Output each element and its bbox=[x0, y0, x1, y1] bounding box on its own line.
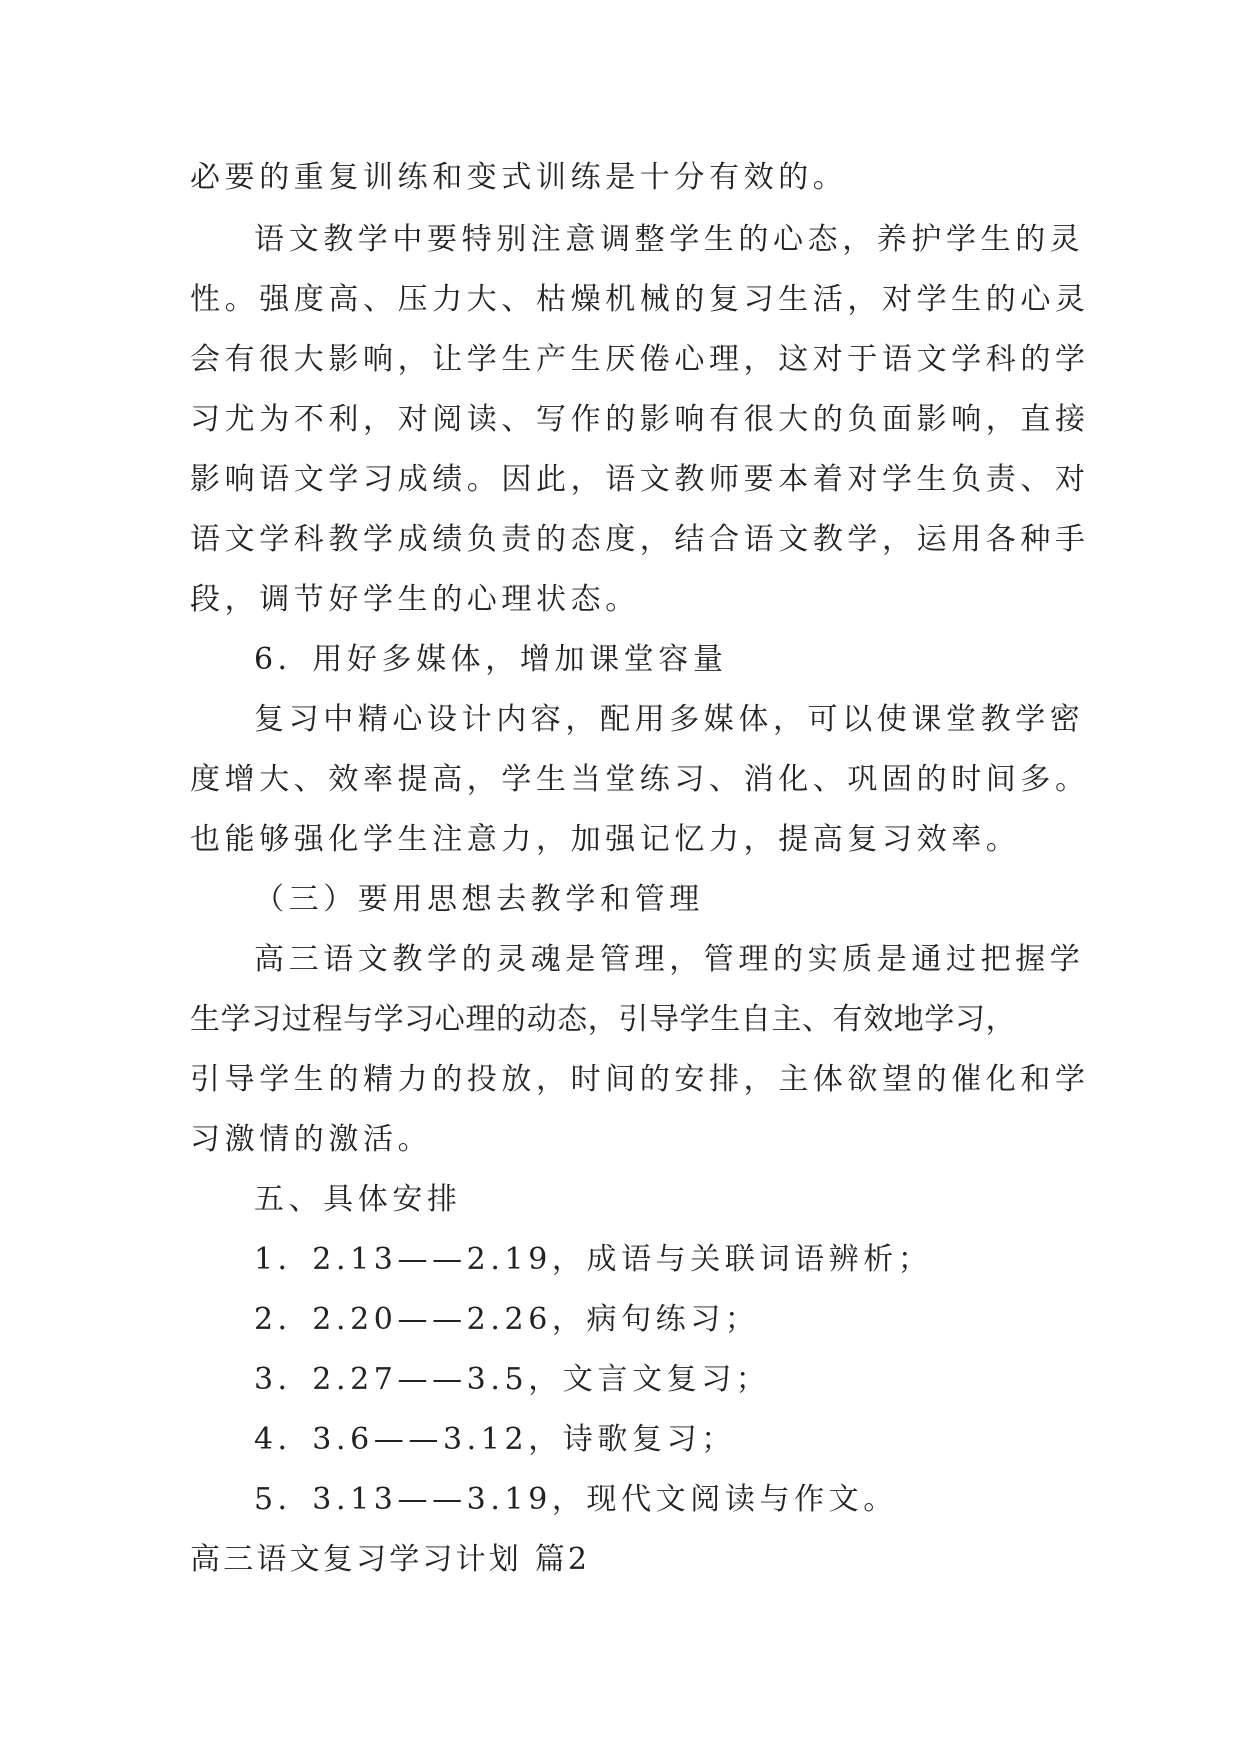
paragraph-line: 引导学生的精力的投放，时间的安排，主体欲望的催化和学 bbox=[190, 1062, 1090, 1097]
schedule-item: 1．2.13——2.19，成语与关联词语辨析； bbox=[254, 1242, 933, 1277]
paragraph-line: 度增大、效率提高，学生当堂练习、消化、巩固的时间多。 bbox=[190, 762, 1090, 797]
paragraph-line: 高三语文教学的灵魂是管理，管理的实质是通过把握学 bbox=[254, 942, 1085, 977]
paragraph-line: 习尤为不利，对阅读、写作的影响有很大的负面影响，直接 bbox=[190, 402, 1090, 437]
list-heading: 6．用好多媒体，增加课堂容量 bbox=[254, 642, 728, 677]
paragraph-line: 必要的重复训练和变式训练是十分有效的。 bbox=[190, 160, 848, 195]
paragraph-line: 也能够强化学生注意力，加强记忆力，提高复习效率。 bbox=[190, 822, 1021, 857]
paragraph-line: 语文教学中要特别注意调整学生的心态，养护学生的灵 bbox=[254, 222, 1085, 257]
paragraph-line: 影响语文学习成绩。因此，语文教师要本着对学生负责、对 bbox=[190, 462, 1090, 497]
section-title: 高三语文复习学习计划 篇2 bbox=[190, 1542, 591, 1577]
paragraph-line: 性。强度高、压力大、枯燥机械的复习生活，对学生的心灵 bbox=[190, 282, 1090, 317]
schedule-item: 3．2.27——3.5，文言文复习； bbox=[254, 1362, 771, 1397]
section-heading: 五、具体安排 bbox=[254, 1182, 462, 1217]
paragraph-line: 语文学科教学成绩负责的态度，结合语文教学，运用各种手 bbox=[190, 522, 1090, 557]
schedule-item: 4．3.6——3.12，诗歌复习； bbox=[254, 1422, 736, 1457]
paragraph-line: 复习中精心设计内容，配用多媒体，可以使课堂教学密 bbox=[254, 702, 1085, 737]
schedule-item: 5．3.13——3.19，现代文阅读与作文。 bbox=[254, 1482, 898, 1517]
section-heading: （三）要用思想去教学和管理 bbox=[254, 882, 704, 917]
paragraph-line: 生学习过程与学习心理的动态，引导学生自主、有效地学习， bbox=[190, 1002, 1017, 1037]
paragraph-line: 习激情的激活。 bbox=[190, 1122, 433, 1157]
schedule-item: 2．2.20——2.26，病句练习； bbox=[254, 1302, 760, 1337]
paragraph-line: 段，调节好学生的心理状态。 bbox=[190, 582, 640, 617]
paragraph-line: 会有很大影响，让学生产生厌倦心理，这对于语文学科的学 bbox=[190, 342, 1090, 377]
